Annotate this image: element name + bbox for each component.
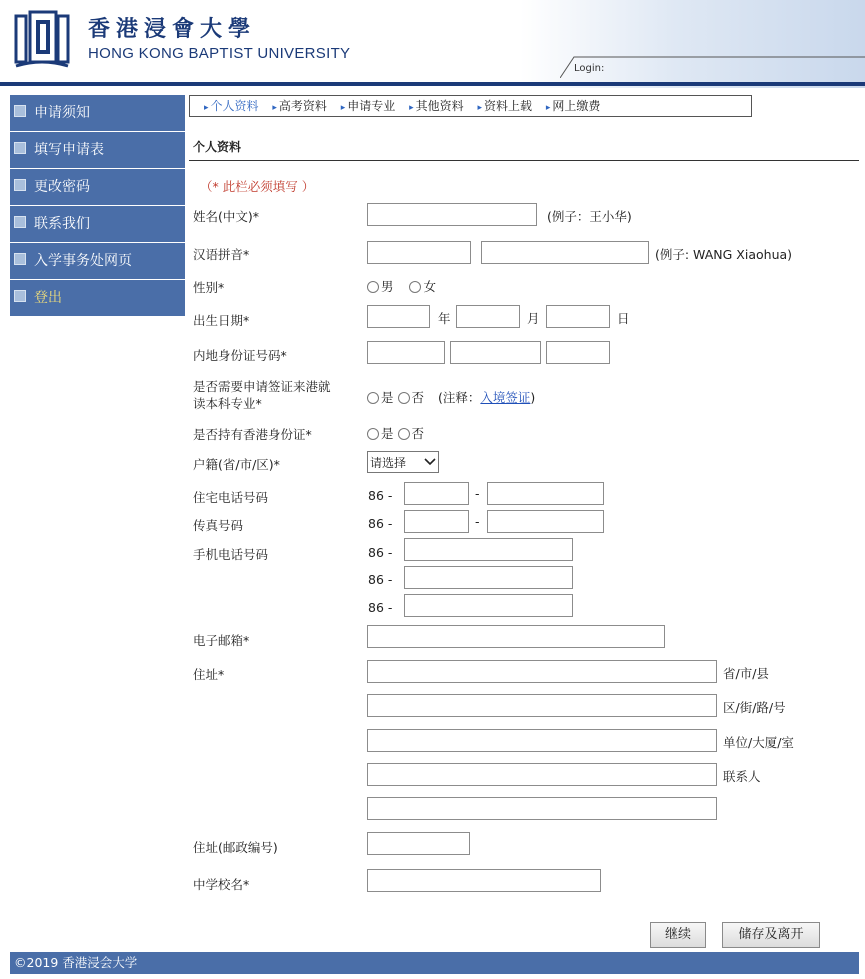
year-unit: 年 [438,311,451,326]
gender-male-label: 男 [381,279,394,294]
tab-programme-choice[interactable] [341,96,396,118]
tab-label: 资料上载 [484,99,533,113]
sidebar-item-label: 登出 [34,290,62,306]
fax-number-input[interactable] [487,510,604,533]
household-select[interactable] [367,451,439,473]
hkid-yes-radio[interactable] [367,428,379,440]
gender-radio-group [367,277,436,295]
day-unit: 日 [617,311,630,326]
fax-area-input[interactable] [404,510,469,533]
address-suffix-4: 联系人 [723,769,761,784]
visa-radio-group [367,388,535,406]
name-cn-input[interactable] [367,203,537,226]
hkid-yes-label: 是 [381,426,394,441]
hkid-label: 是否持有香港身份证* [193,427,312,442]
pinyin-surname-input[interactable] [367,241,471,264]
dob-month-input[interactable] [456,305,520,328]
mobile-label: 手机电话号码 [193,547,269,562]
mobile-3-country-code: 86 - [368,600,393,615]
square-bullet-icon [14,216,26,228]
tab-label: 其他资料 [415,99,464,113]
sidebar-item-logout[interactable] [10,280,185,317]
copyright-text: ©2019 香港浸会大学 [14,955,138,970]
email-input[interactable] [367,625,665,648]
month-unit: 月 [527,311,540,326]
gender-male-radio[interactable] [367,281,379,293]
tab-label: 申请专业 [347,99,396,113]
visa-note-suffix: ) [530,390,536,405]
address-line-1-input[interactable] [367,660,717,683]
hkid-no-radio[interactable] [398,428,410,440]
sidebar-item-admissions-office[interactable] [10,243,185,280]
visa-info-link[interactable]: 入境签证 [480,390,531,405]
name-cn-label: 姓名(中文)* [193,209,260,224]
visa-note-prefix: (注释： [438,390,481,405]
hkid-radio-group [367,424,424,442]
mobile-1-country-code: 86 - [368,545,393,560]
arrow-right-icon: ▸ [204,103,209,113]
home-phone-area-input[interactable] [404,482,469,505]
gender-female-label: 女 [423,279,436,294]
sidebar-item-label: 联系我们 [34,216,90,232]
visa-no-label: 否 [411,390,425,405]
fax-country-code: 86 - [368,516,393,531]
header [0,0,865,88]
id-number-part3-input[interactable] [546,341,610,364]
home-phone-label: 住宅电话号码 [193,490,269,505]
arrow-right-icon: ▸ [477,103,483,113]
login-tab-shape [560,56,865,78]
id-number-part1-input[interactable] [367,341,445,364]
continue-button[interactable]: 继续 [650,922,706,948]
tab-label: 高考资料 [278,99,327,113]
school-label: 中学校名* [193,877,250,892]
form-step-nav [189,95,752,117]
mobile-2-input[interactable] [404,566,573,589]
sidebar [10,95,185,317]
hkid-no-label: 否 [411,426,425,441]
visa-yes-radio[interactable] [367,392,379,404]
footer [10,952,859,974]
university-name-chinese: 香港浸會大學 [88,16,257,42]
school-input[interactable] [367,869,601,892]
sidebar-item-label: 更改密码 [34,179,90,195]
arrow-right-icon: ▸ [272,103,277,113]
tab-gaokao-info[interactable] [272,96,327,118]
pinyin-given-name-input[interactable] [481,241,649,264]
square-bullet-icon [14,179,26,191]
address-line-5-input[interactable] [367,797,717,820]
fax-dash: - [475,514,480,529]
save-and-exit-button[interactable]: 储存及离开 [722,922,820,948]
postcode-label: 住址(邮政编号) [193,840,278,855]
sidebar-item-application-notes[interactable] [10,95,185,132]
chevron-down-icon [424,458,436,466]
visa-label-line1: 是否需要申请签证来港就 [193,379,331,394]
header-divider [0,82,865,86]
home-phone-number-input[interactable] [487,482,604,505]
square-bullet-icon [14,253,26,265]
tab-upload[interactable] [478,96,533,118]
arrow-right-icon: ▸ [545,103,551,113]
square-bullet-icon [14,290,26,302]
address-line-3-input[interactable] [367,729,717,752]
visa-yes-label: 是 [381,390,394,405]
sidebar-item-change-password[interactable] [10,169,185,206]
section-title: 个人资料 [193,140,242,154]
email-label: 电子邮箱* [193,633,250,648]
home-phone-dash: - [475,486,480,501]
name-cn-example: (例子：王小华) [547,209,632,224]
sidebar-item-label: 入学事务处网页 [34,253,132,269]
fax-label: 传真号码 [193,518,244,533]
sidebar-item-label: 申请须知 [34,105,90,121]
household-label: 户籍(省/市/区)* [193,457,280,472]
gender-female-radio[interactable] [409,281,421,293]
gender-label: 性别* [193,280,225,295]
dob-label: 出生日期* [193,313,250,328]
tab-online-payment[interactable] [546,96,601,118]
dob-day-input[interactable] [546,305,610,328]
address-line-2-input[interactable] [367,694,717,717]
id-number-label: 内地身份证号码* [193,348,287,363]
id-number-part2-input[interactable] [450,341,541,364]
tab-other-info[interactable] [409,96,464,118]
dob-year-input[interactable] [367,305,430,328]
sidebar-item-label: 填写申请表 [34,142,104,158]
sidebar-item-fill-form[interactable] [10,132,185,169]
mobile-2-country-code: 86 - [368,572,393,587]
visa-no-radio[interactable] [398,392,410,404]
pinyin-example: (例子: WANG Xiaohua) [655,247,793,262]
arrow-right-icon: ▸ [340,103,346,113]
university-name-english: HONG KONG BAPTIST UNIVERSITY [88,45,351,62]
pinyin-label: 汉语拼音* [193,247,250,262]
postcode-input[interactable] [367,832,470,855]
address-label: 住址* [193,667,225,682]
address-suffix-2: 区/街/路/号 [723,700,786,715]
visa-label-line2: 读本科专业* [193,396,262,411]
household-select-value: 请选择 [370,455,407,470]
section-divider [189,160,859,161]
square-bullet-icon [14,142,26,154]
tab-label: 网上缴费 [552,99,601,113]
mobile-1-input[interactable] [404,538,573,561]
hkbu-logo-icon [14,10,70,70]
square-bullet-icon [14,105,26,117]
required-note: （* 此栏必须填写 ） [200,179,315,194]
sidebar-item-contact-us[interactable] [10,206,185,243]
address-suffix-3: 单位/大厦/室 [723,735,794,750]
arrow-right-icon: ▸ [409,103,414,113]
login-label: Login: [574,63,605,74]
address-line-4-input[interactable] [367,763,717,786]
tab-personal-info[interactable] [204,96,259,118]
mobile-3-input[interactable] [404,594,573,617]
address-suffix-1: 省/市/县 [723,666,769,681]
tab-label: 个人资料 [210,99,259,113]
home-phone-country-code: 86 - [368,488,393,503]
